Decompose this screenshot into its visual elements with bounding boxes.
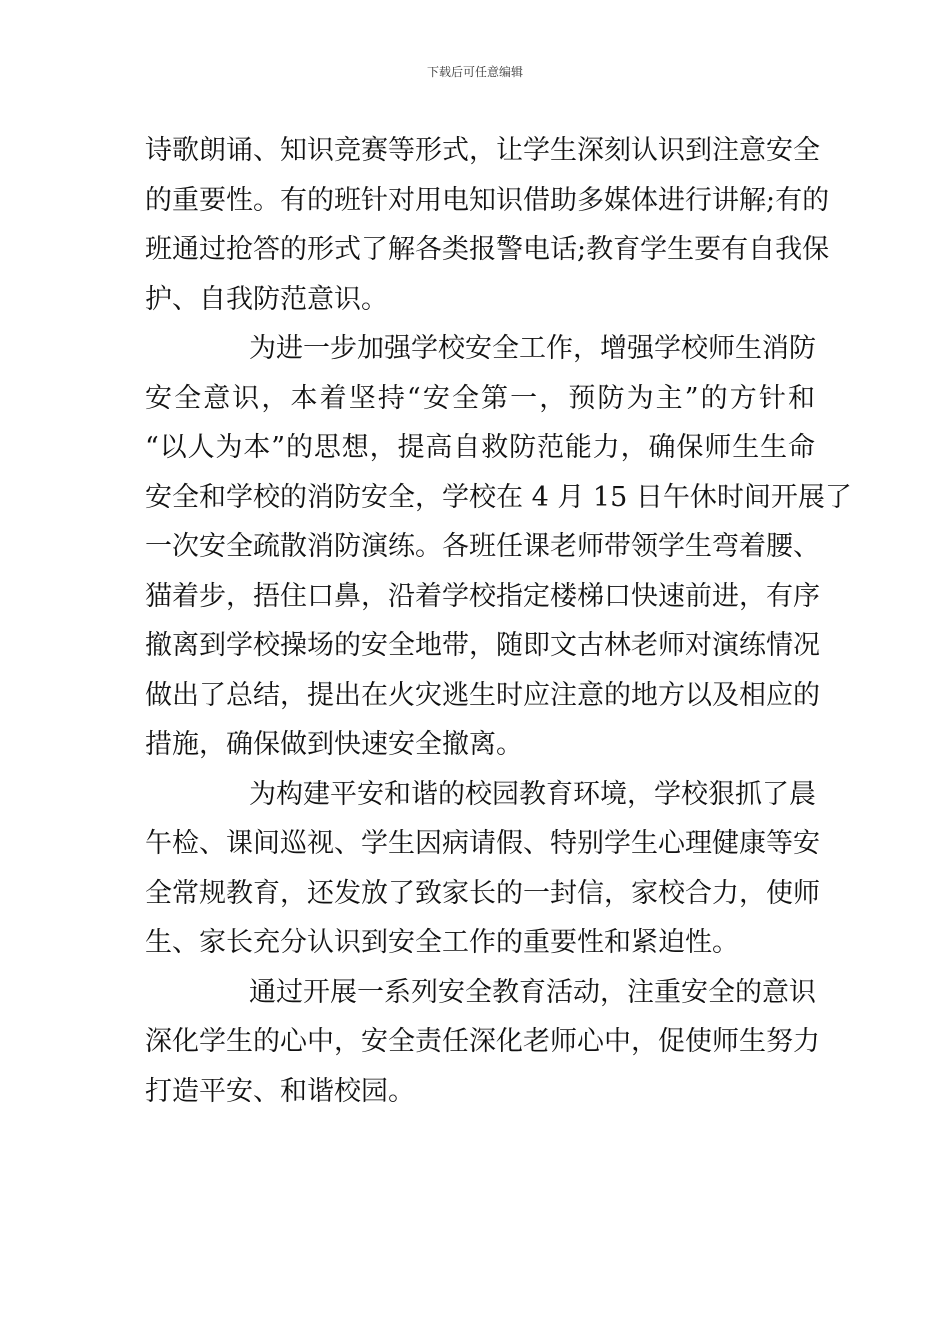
paragraph-3 — [145, 770, 820, 968]
paragraph-2-line-7: 撤离到学校操场的安全地带，随即文古林老师对演练情况 — [145, 630, 820, 661]
paragraph-1 — [145, 126, 830, 324]
paragraph-2-line-2: 安全意识，本着坚持“安全第一，预防为主”的方针和 — [145, 382, 815, 414]
paragraph-2-line-9: 措施，确保做到快速安全撤离。 — [145, 729, 523, 760]
paragraph-3-line-4: 生、家长充分认识到安全工作的重要性和紧迫性。 — [145, 927, 739, 958]
paragraph-1-line-1: 诗歌朗诵、知识竞赛等形式，让学生深刻认识到注意安全 — [145, 135, 820, 166]
paragraph-2-line-1: 为进一步加强学校安全工作，增强学校师生消防 — [249, 333, 816, 364]
paragraph-2-line-4: 安全和学校的消防安全，学校在 4 月 15 日午休时间开展了 — [145, 481, 852, 513]
paragraph-3-line-2: 午检、课间巡视、学生因病请假、特别学生心理健康等安 — [145, 828, 820, 859]
paragraph-2 — [145, 324, 852, 770]
page-header-note: 下载后可任意编辑 — [426, 65, 523, 79]
paragraph-2-line-5: 一次安全疏散消防演练。各班任课老师带领学生弯着腰、 — [145, 531, 820, 562]
document-body — [145, 126, 852, 1116]
paragraph-2-line-8: 做出了总结，提出在火灾逃生时应注意的地方以及相应的 — [145, 679, 820, 711]
paragraph-4-line-3: 打造平安、和谐校园。 — [145, 1075, 415, 1107]
paragraph-3-line-3: 全常规教育，还发放了致家长的一封信，家校合力，使师 — [145, 877, 820, 909]
paragraph-4-line-2: 深化学生的心中，安全责任深化老师心中，促使师生努力 — [145, 1026, 820, 1057]
paragraph-1-line-2: 的重要性。有的班针对用电知识借助多媒体进行讲解;有的 — [145, 184, 830, 216]
paragraph-1-line-3: 班通过抢答的形式了解各类报警电话;教育学生要有自我保 — [145, 234, 830, 265]
paragraph-2-line-6: 猫着步，捂住口鼻，沿着学校指定楼梯口快速前进，有序 — [145, 580, 820, 612]
paragraph-4 — [145, 968, 820, 1117]
paragraph-3-line-1: 为构建平安和谐的校园教育环境，学校狠抓了晨 — [249, 778, 816, 810]
paragraph-4-line-1: 通过开展一系列安全教育活动，注重安全的意识 — [249, 976, 816, 1008]
paragraph-2-line-3: “以人为本”的思想，提高自救防范能力，确保师生生命 — [145, 432, 815, 463]
paragraph-1-line-4: 护、自我防范意识。 — [145, 283, 388, 315]
